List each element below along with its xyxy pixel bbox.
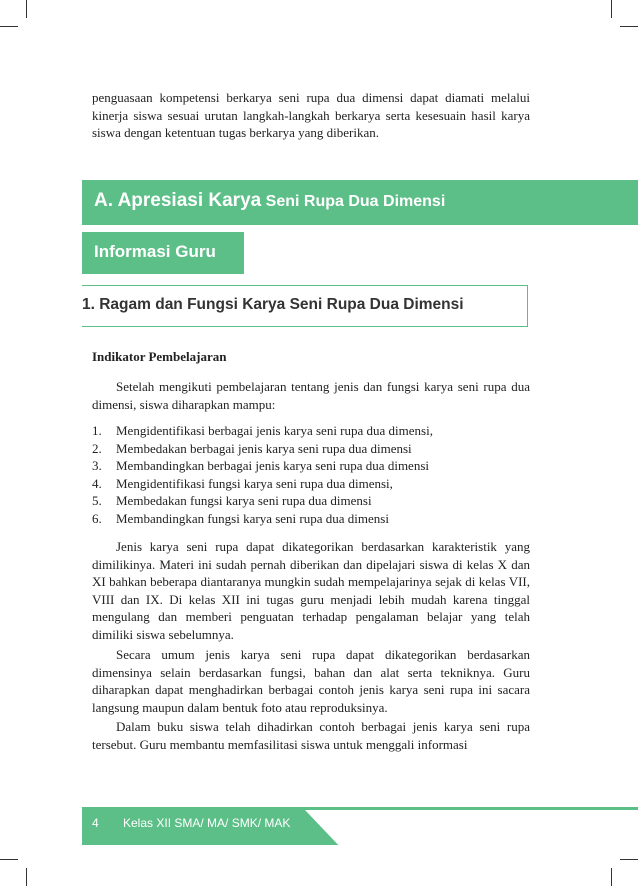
body-paragraph-3: Dalam buku siswa telah dihadirkan contoh berbagai jenis karya seni rupa tersebut. Guru membantu memfasilitasi siswa untuk menggali informasi xyxy=(92,719,530,752)
indikator-lead: Setelah mengikuti pembelajaran tentang jenis dan fungsi karya seni rupa dua dimensi, siswa diharapkan mampu: xyxy=(92,379,530,412)
subsection-title: 1. Ragam dan Fungsi Karya Seni Rupa Dua Dimensi xyxy=(82,296,464,313)
list-item: 5. Membedakan fungsi karya seni rupa dua dimensi xyxy=(92,493,372,509)
crop-mark xyxy=(0,859,18,860)
footer-notch xyxy=(305,810,638,845)
section-a-title: A. Apresiasi Karya Seni Rupa Dua Dimensi xyxy=(94,190,446,211)
info-guru-header xyxy=(82,232,244,274)
crop-mark xyxy=(0,26,18,27)
section-a-header xyxy=(82,180,638,225)
list-item: 3. Membandingkan berbagai jenis karya seni rupa dua dimensi xyxy=(92,458,429,474)
page-number: 4 xyxy=(92,816,99,830)
list-item: 4. Mengidentifikasi fungsi karya seni rupa dua dimensi, xyxy=(92,475,393,491)
crop-mark xyxy=(611,0,612,18)
crop-mark xyxy=(620,26,638,27)
body-paragraph-2: Secara umum jenis karya seni rupa dapat dikategorikan berdasarkan dimensinya selain berdasarkan fungsi, bahan dan alat serta tekniknya. Guru diharapkan dapat menghadirkan berbagai contoh jenis karya seni rupa ini sacara langsung maupun dalam bentuk foto atau reproduksinya. xyxy=(92,647,530,715)
book-label: Kelas XII SMA/ MA/ SMK/ MAK xyxy=(123,816,291,830)
intro-paragraph: penguasaan kompetensi berkarya seni rupa dua dimensi dapat diamati melalui kinerja siswa sesuai urutan langkah-langkah berkarya serta kesesuain hasil karya siswa dengan ketentuan tugas berkarya yang diberikan. xyxy=(92,90,530,141)
crop-mark xyxy=(26,0,27,18)
body-paragraph-1: Jenis karya seni rupa dapat dikategorikan berdasarkan karakteristik yang dimilikinya. Materi ini sudah pernah diberikan dan dipelajari siswa di kelas X dan XI bahkan beberapa diantaranya mungkin sudah mempelajarinya sejak di kelas VII, VIII dan IX. Di kelas XII ini tugas guru menjadi lebih mudah karena tinggal mengulang dan memberi penguatan terhadap pengalaman belajar yang telah dimiliki siswa sebelumnya. xyxy=(92,539,530,642)
indikator-list xyxy=(92,422,532,528)
indikator-heading: Indikator Pembelajaran xyxy=(92,349,227,364)
crop-mark xyxy=(611,868,612,886)
subsection-header xyxy=(82,285,528,327)
list-item: 6. Membandingkan fungsi karya seni rupa dua dimensi xyxy=(92,510,389,526)
crop-mark xyxy=(620,859,638,860)
crop-mark xyxy=(26,868,27,886)
list-item: 1. Mengidentifikasi berbagai jenis karya seni rupa dua dimensi, xyxy=(92,423,433,438)
list-item: 2. Membedakan berbagai jenis karya seni rupa dua dimensi xyxy=(92,440,412,456)
info-guru-label: Informasi Guru xyxy=(94,242,216,261)
